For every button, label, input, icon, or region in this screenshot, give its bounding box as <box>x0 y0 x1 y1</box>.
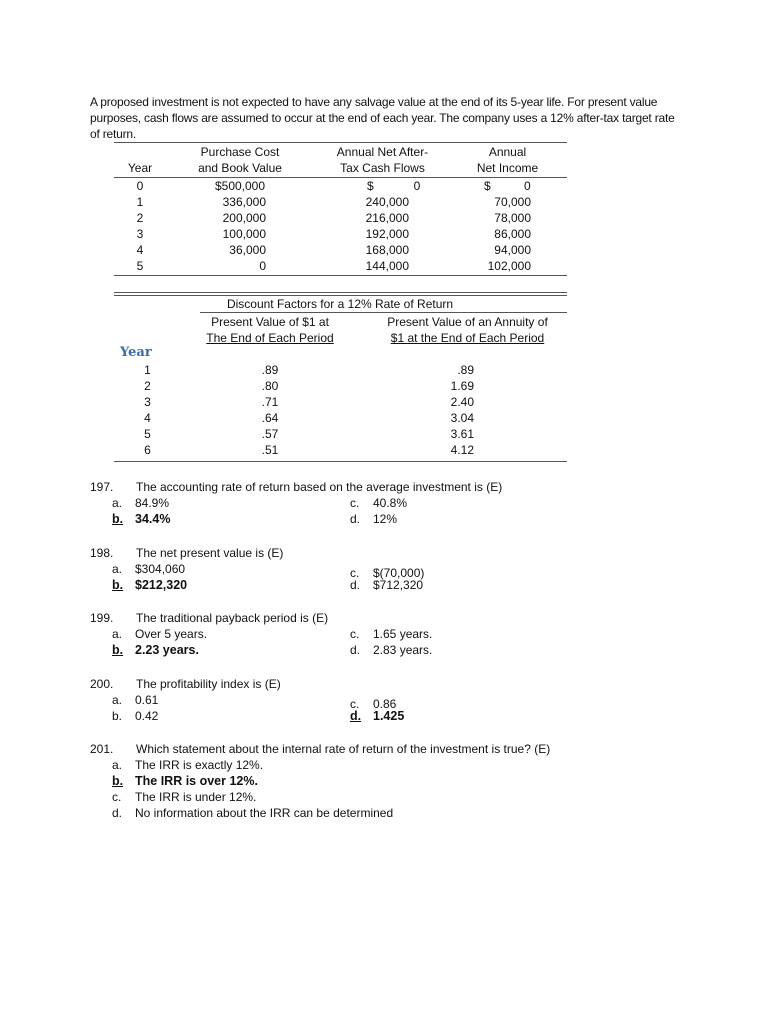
cell-year: 4 <box>144 411 151 425</box>
cell-cost: 100,000 <box>222 227 266 241</box>
option-row <box>90 708 730 724</box>
option-a: The IRR is exactly 12%. <box>135 758 264 772</box>
option-a-letter: a. <box>112 627 123 641</box>
cell-income: 86,000 <box>494 227 531 241</box>
option-d: No information about the IRR can be determined <box>135 806 394 820</box>
option-d: 2.83 years. <box>373 643 433 657</box>
header-cash-1: Annual Net After- <box>336 145 429 159</box>
option-row <box>90 561 730 580</box>
cell-annuity: 1.69 <box>450 379 474 393</box>
option-b-letter: b. <box>112 578 124 592</box>
option-b-letter: b. <box>112 512 124 526</box>
table-top-rule <box>114 142 567 143</box>
header-cost-1: Purchase Cost <box>200 145 280 159</box>
question-197 <box>90 479 730 527</box>
cell-income: $ 0 <box>484 179 531 193</box>
table2-title: Discount Factors for a 12% Rate of Return <box>226 297 454 311</box>
cell-income: 70,000 <box>494 195 531 209</box>
option-d: 12% <box>373 512 398 526</box>
cell-pv: .64 <box>261 411 279 425</box>
cell-cash: 216,000 <box>365 211 409 225</box>
option-row <box>90 789 730 805</box>
table2-top-rule <box>114 292 567 293</box>
option-b: 0.42 <box>135 709 159 723</box>
cell-year: 3 <box>144 395 151 409</box>
question-number: 199. <box>90 611 114 625</box>
cell-cost: 336,000 <box>222 195 266 209</box>
cell-annuity: .89 <box>457 363 474 377</box>
option-c-letter: c. <box>350 566 360 580</box>
table2-bottom-rule <box>114 461 567 462</box>
option-c: 0.86 <box>373 697 397 711</box>
pv-header-1: Present Value of $1 at <box>211 315 329 329</box>
option-row <box>90 757 730 773</box>
question-number: 200. <box>90 677 114 691</box>
table-bottom-rule <box>114 275 567 276</box>
cell-annuity: 3.61 <box>450 427 474 441</box>
option-a: Over 5 years. <box>135 627 208 641</box>
cell-income: 102,000 <box>487 259 531 273</box>
option-c: 1.65 years. <box>373 627 433 641</box>
option-a: 84.9% <box>135 496 170 510</box>
cell-year: 6 <box>144 443 151 457</box>
option-a-letter: a. <box>112 758 123 772</box>
pv-header-2: The End of Each Period <box>206 331 334 345</box>
option-c: The IRR is under 12%. <box>135 790 257 804</box>
option-row <box>90 692 730 711</box>
cell-cash: 168,000 <box>365 243 409 257</box>
question-number: 198. <box>90 546 114 560</box>
cell-year: 1 <box>136 195 144 209</box>
option-a: $304,060 <box>135 562 186 576</box>
cell-pv: .71 <box>261 395 279 409</box>
option-c: 40.8% <box>373 496 408 510</box>
option-d-letter: d. <box>350 709 362 723</box>
cell-pv: .51 <box>261 443 279 457</box>
option-b-letter: b. <box>112 709 123 723</box>
cell-annuity: 4.12 <box>450 443 474 457</box>
cell-pv: .80 <box>261 379 279 393</box>
option-row <box>90 642 730 658</box>
option-c-letter: c. <box>350 627 360 641</box>
option-b-correct: $212,320 <box>135 578 188 592</box>
option-a-letter: a. <box>112 496 123 510</box>
question-number: 197. <box>90 480 114 494</box>
cell-cash: 240,000 <box>365 195 409 209</box>
cell-year: 5 <box>144 427 151 441</box>
question-200 <box>90 676 730 724</box>
header-cash-2: Tax Cash Flows <box>340 161 425 175</box>
cell-cash: 192,000 <box>365 227 409 241</box>
question-number: 201. <box>90 742 114 756</box>
cell-income: 94,000 <box>494 243 531 257</box>
option-a: 0.61 <box>135 693 159 707</box>
option-row <box>90 495 730 511</box>
question-stem: The traditional payback period is (E) <box>136 611 329 625</box>
option-b-letter: b. <box>112 774 124 788</box>
question-199 <box>90 610 730 658</box>
header-year: Year <box>127 161 153 175</box>
question-stem: The net present value is (E) <box>136 546 284 560</box>
cell-cash: $ 0 <box>367 179 421 193</box>
question-stem: The accounting rate of return based on the average investment is (E) <box>136 480 503 494</box>
question-198 <box>90 545 730 593</box>
cell-cost: 200,000 <box>222 211 266 225</box>
option-row <box>90 773 730 789</box>
option-b-letter: b. <box>112 643 124 657</box>
cell-annuity: 2.40 <box>450 395 474 409</box>
annuity-header-2: $1 at the End of Each Period <box>390 331 545 345</box>
option-d: $712,320 <box>373 578 424 592</box>
cell-cost: 0 <box>259 259 266 273</box>
option-d-correct: 1.425 <box>373 709 405 723</box>
cell-year: 5 <box>136 259 144 273</box>
question-201 <box>90 741 730 821</box>
header-cost-2: and Book Value <box>198 161 282 175</box>
option-row <box>90 577 730 593</box>
cell-year: 1 <box>144 363 151 377</box>
option-b-correct: The IRR is over 12%. <box>135 774 258 788</box>
annuity-header-1: Present Value of an Annuity of <box>387 315 548 329</box>
option-c-letter: c. <box>112 790 122 804</box>
header-income-1: Annual <box>488 145 527 159</box>
option-d-letter: d. <box>112 806 123 820</box>
intro-paragraph: A proposed investment is not expected to have any salvage value at the end of its 5-year life. For present value purposes, cash flows are assumed to occur at the end of each year. The company uses a 12% after-tax target rate of return. <box>90 95 675 141</box>
option-a-letter: a. <box>112 693 123 707</box>
option-c-letter: c. <box>350 697 360 711</box>
cell-year: 2 <box>144 379 151 393</box>
option-d-letter: d. <box>350 643 361 657</box>
cell-cost: 36,000 <box>229 243 266 257</box>
option-b-correct: 2.23 years. <box>135 643 199 657</box>
option-c: $(70,000) <box>373 566 425 580</box>
cell-year: 0 <box>136 179 144 193</box>
option-row <box>90 511 730 527</box>
option-a-letter: a. <box>112 562 123 576</box>
option-d-letter: d. <box>350 512 361 526</box>
option-row <box>90 805 730 821</box>
cell-cash: 144,000 <box>365 259 409 273</box>
question-stem: Which statement about the internal rate of return of the investment is true? (E) <box>136 742 551 756</box>
cell-income: 78,000 <box>494 211 531 225</box>
cell-cost: $500,000 <box>214 179 266 193</box>
cell-pv: .57 <box>261 427 279 441</box>
table2-title-rule <box>200 312 567 313</box>
cell-year: 3 <box>136 227 144 241</box>
year-label: Year <box>120 345 152 360</box>
option-b-correct: 34.4% <box>135 512 171 526</box>
option-row <box>90 626 730 642</box>
cell-year: 4 <box>136 243 144 257</box>
option-c-letter: c. <box>350 496 360 510</box>
option-d-letter: d. <box>350 578 361 592</box>
question-stem: The profitability index is (E) <box>136 677 281 691</box>
header-income-2: Net Income <box>476 161 539 175</box>
cell-year: 2 <box>136 211 144 225</box>
cell-pv: .89 <box>261 363 279 377</box>
cell-annuity: 3.04 <box>450 411 474 425</box>
